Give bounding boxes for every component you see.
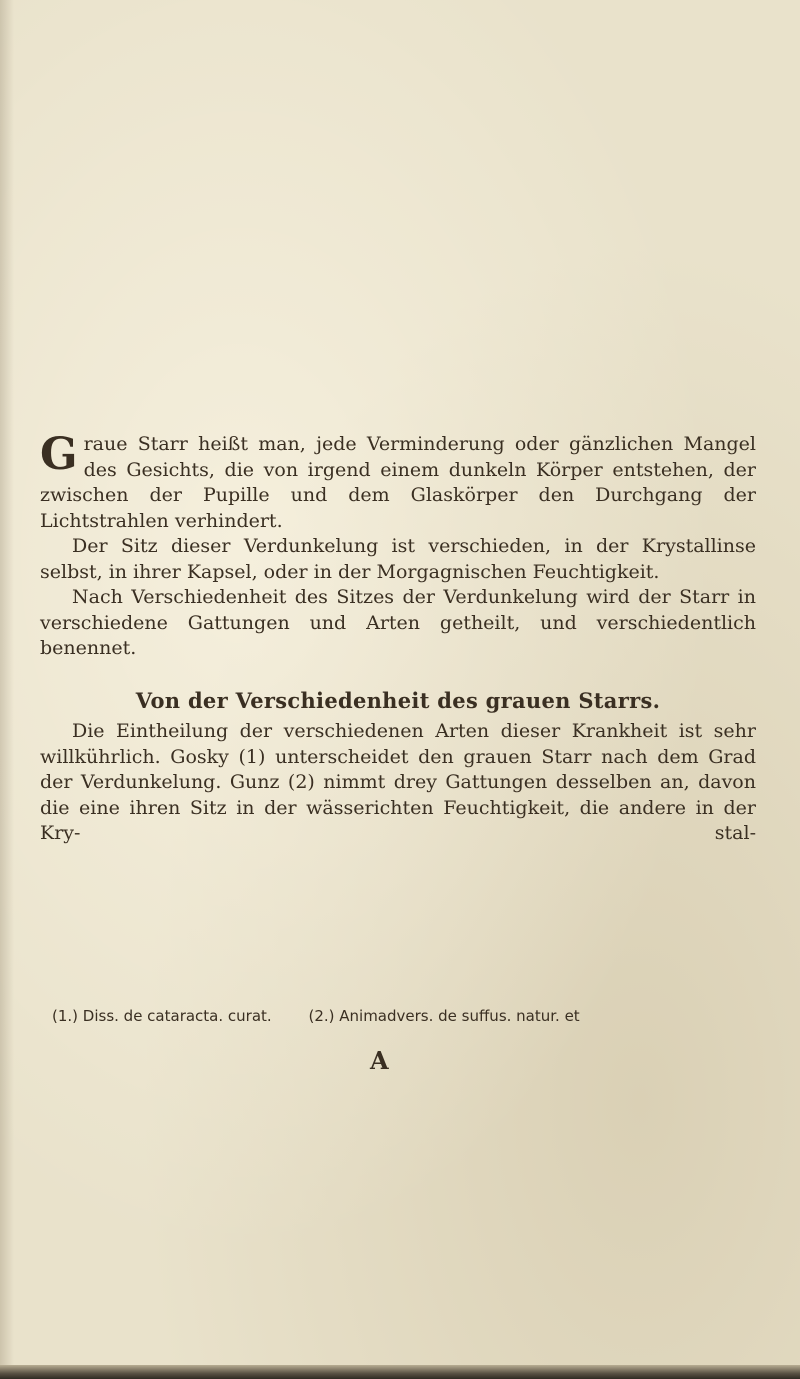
footnotes [52,1006,752,1026]
paragraph-1 [40,429,756,534]
footnote-2: (2.) Animadvers. de suffus. natur. et [308,1007,580,1025]
drop-cap: G [40,429,78,480]
signature-mark: A [370,1046,389,1075]
footnote-1: (1.) Diss. de cataracta. curat. [52,1007,272,1025]
scan-bottom-edge [0,1365,800,1379]
paragraph-3: Nach Verschiedenheit des Sitzes der Verdunkelung wird der Starr in verschiedene Gattungen und Arten getheilt, und verschiedentlich benennet. [40,586,756,659]
paragraph-2: Der Sitz dieser Verdunkelung ist verschieden, in der Krystallinse selbst, in ihrer Kapsel, oder in der Morgagnischen Feuchtigkeit. [40,535,756,583]
page-gutter-shadow [0,0,14,1379]
paragraph-1-text: raue Starr heißt man, jede Verminderung oder gänzlichen Mangel des Gesichts, die von irgend einem dunkeln Körper entstehen, der zwischen der Pupille und dem Glaskörper den Durchgang der Lichtstrahlen verhindert. [40,433,756,532]
section-heading: Von der Verschiedenheit des grauen Starrs. [135,687,661,713]
body-text [40,429,756,847]
paragraph-4 [40,719,756,847]
paragraph-4-text: Die Eintheilung der verschiedenen Arten dieser Krankheit ist sehr willkührlich. Gosky (1) unterscheidet den grauen Starr nach dem Grad der Verdunkelung. Gunz (2) nimmt drey Gattungen desselben an, davon die eine ihren Sitz in der wässerichten Feuchtigkeit, die andere in der Kry- [40,720,756,844]
catchline: stal- [714,822,756,844]
